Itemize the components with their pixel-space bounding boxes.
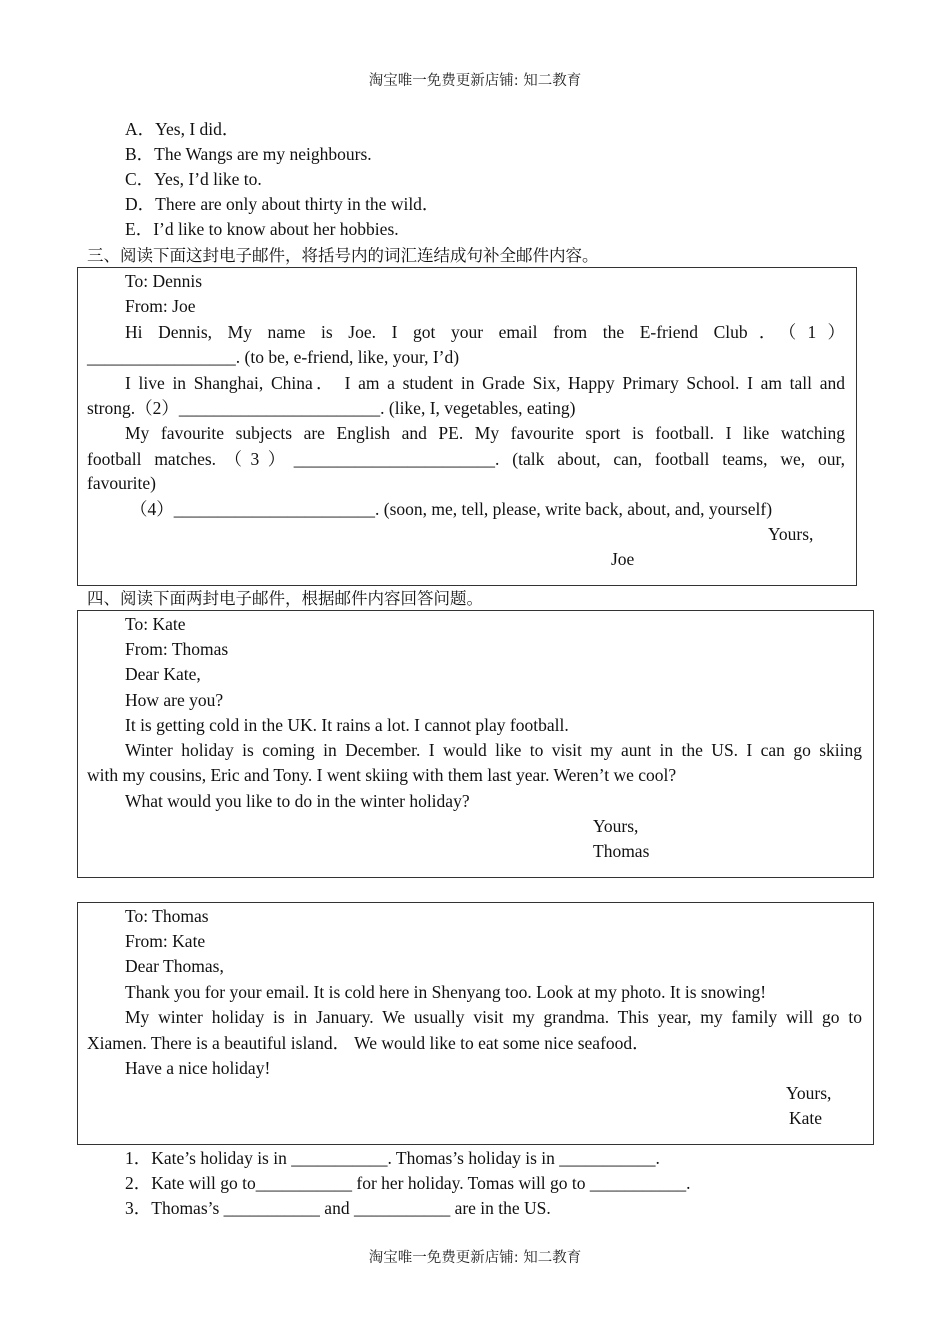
section4-title: 四、阅读下面两封电子邮件，根据邮件内容回答问题。 [87,589,483,608]
option-e: E．I’d like to know about her hobbies. [125,219,399,239]
e1-p3b: with my cousins, Eric and Tony. I went skiing with them last year. Weren’t we cool? [87,765,677,785]
e2-to: To: Thomas [125,906,209,926]
e1-p1: How are you? [125,690,224,710]
question-1: 1．Kate’s holiday is in ___________. Thomas’s holiday is in ___________. [125,1148,660,1168]
s3-line2a: I live in Shanghai, China． I am a student in Grade Six, Happy Primary School. I am tall and [125,373,845,393]
question-2: 2．Kate will go to___________ for her holiday. Tomas will go to ___________. [125,1173,691,1193]
option-c: C．Yes, I’d like to. [125,169,262,189]
e2-p2b: Xiamen. There is a beautiful island． We would like to eat some nice seafood． [87,1033,650,1053]
option-d: D．There are only about thirty in the wild． [125,194,440,214]
e1-p2: It is getting cold in the UK. It rains a lot. I cannot play football. [125,715,569,735]
e2-p2a: My winter holiday is in January. We usually visit my grandma. This year, my family will go to [125,1007,862,1027]
s3-to: To: Dennis [125,271,203,291]
s3-line2b: strong.（2）_______________________. (like, I, vegetables, eating) [87,398,576,418]
s3-line3a: My favourite subjects are English and PE. My favourite sport is football. I like watching [125,423,845,443]
e1-greeting: Dear Kate, [125,664,201,684]
e2-p3: Have a nice holiday! [125,1058,271,1078]
e2-p1: Thank you for your email. It is cold here in Shenyang too. Look at my photo. It is snowing! [125,982,767,1002]
e1-signature: Thomas [593,841,650,861]
s3-signature: Joe [611,549,635,569]
s3-line1a: Hi Dennis, My name is Joe. I got your email from the E-friend Club．（1） [125,322,845,342]
option-b: B．The Wangs are my neighbours. [125,144,372,164]
option-a: A．Yes, I did． [125,119,240,139]
e1-p4: What would you like to do in the winter holiday? [125,791,470,811]
e2-from: From: Kate [125,931,206,951]
e1-p3a: Winter holiday is coming in December. I would like to visit my aunt in the US. I can go skiing [125,740,862,760]
s3-line3c: favourite) [87,473,156,493]
question-3: 3．Thomas’s ___________ and ___________ are in the US. [125,1198,551,1218]
e2-closing: Yours, [786,1083,832,1103]
page-header: 淘宝唯一免费更新店铺: 知二教育 [368,73,582,89]
s3-line3b: football matches.（3）_______________________. (talk about, can, football teams, we, our, [87,449,845,469]
e1-from: From: Thomas [125,639,229,659]
s3-closing: Yours, [768,524,814,544]
e2-greeting: Dear Thomas, [125,956,224,976]
page-footer: 淘宝唯一免费更新店铺: 知二教育 [368,1250,582,1266]
e1-to: To: Kate [125,614,186,634]
s3-line4: （4）_______________________. (soon, me, tell, please, write back, about, and, yourself) [130,499,773,519]
e2-signature: Kate [789,1108,823,1128]
e1-closing: Yours, [593,816,639,836]
s3-line1b: _________________. (to be, e-friend, like, your, I’d) [87,347,460,367]
s3-from: From: Joe [125,296,196,316]
section3-title: 三、阅读下面这封电子邮件，将括号内的词汇连结成句补全邮件内容。 [87,246,599,265]
